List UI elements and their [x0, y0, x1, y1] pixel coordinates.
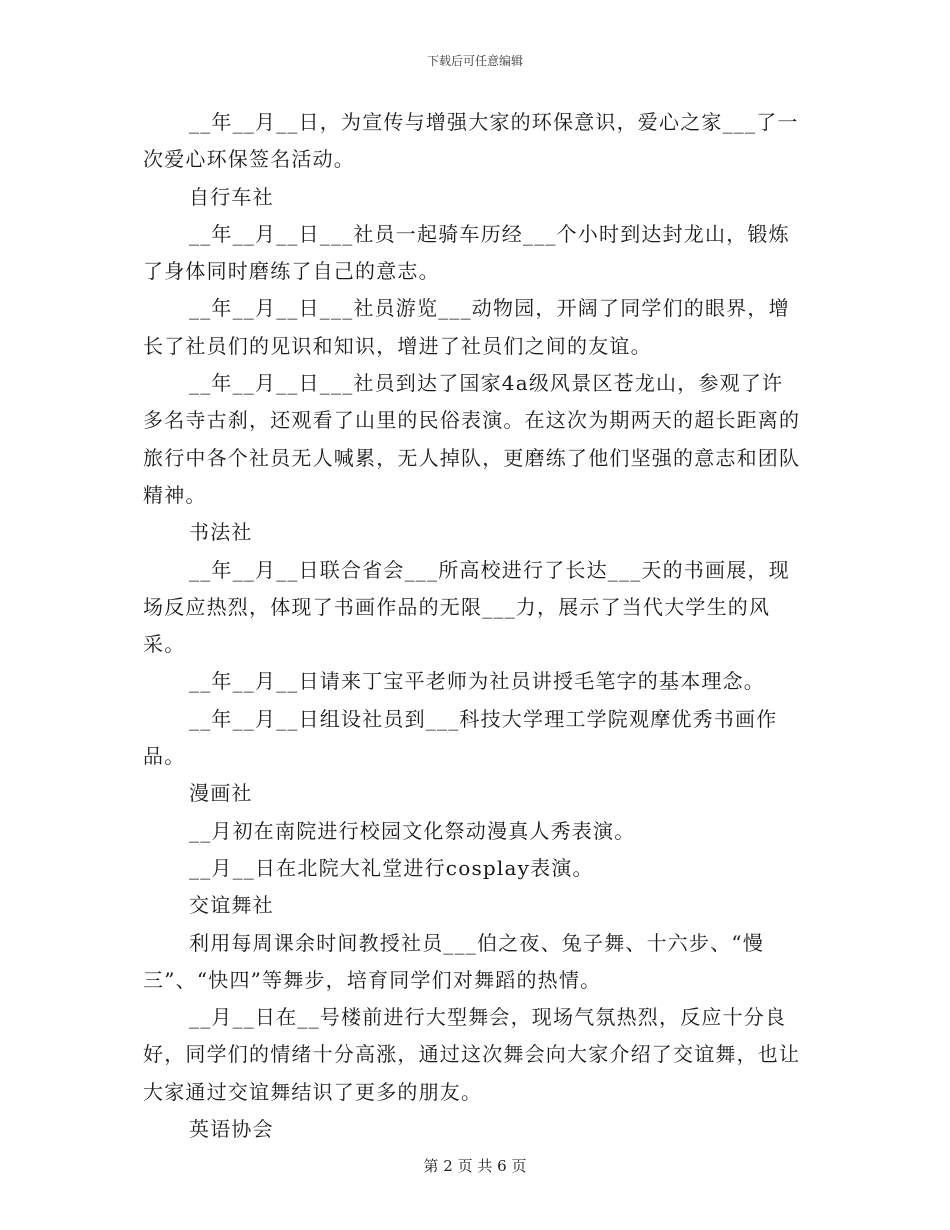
page-footer: 第 2 页 共 6 页: [423, 1157, 527, 1175]
page-header: 下载后可任意编辑: [426, 54, 523, 68]
document-body: [143, 104, 803, 1148]
paragraph: __年__月__日___社员一起骑车历经___个小时到达封龙山，锻炼了身体同时磨练了自己的意志。: [143, 221, 790, 284]
paragraph: __年__月__日组设社员到___科技大学理工学院观摩优秀书画作品。: [143, 706, 778, 769]
paragraph: __年__月__日请来丁宝平老师为社员讲授毛笔字的基本理念。: [189, 669, 765, 694]
section-heading: 书法社: [189, 520, 253, 545]
paragraph: __年__月__日___社员游览___动物园，开阔了同学们的眼界，增长了社员们的见识和知识，增进了社员们之间的友谊。: [143, 296, 790, 358]
paragraph: __年__月__日联合省会___所高校进行了长达___天的书画展，现场反应热烈，体现了书画作品的无限___力，展示了当代大学生的风采。: [143, 557, 790, 657]
section-heading: 自行车社: [189, 184, 274, 209]
section-heading: 交谊舞社: [189, 893, 274, 918]
paragraph: __月初在南院进行校园文化祭动漫真人秀表演。: [189, 818, 636, 843]
paragraph: 利用每周课余时间教授社员___伯之夜、兔子舞、十六步、“慢三”、“快四”等舞步，培育同学们对舞蹈的热情。: [143, 930, 765, 992]
paragraph: __年__月__日___社员到达了国家4a级风景区苍龙山，参观了许多名寺古刹，还观看了山里的民俗表演。在这次为期两天的超长距离的旅行中各个社员无人喊累，无人掉队，更磨练了他们坚强的意志和团队精神。: [143, 371, 801, 507]
paragraph: __月__日在北院大礼堂进行cosplay表演。: [189, 855, 594, 880]
paragraph: __月__日在__号楼前进行大型舞会，现场气氛热烈，反应十分良好，同学们的情绪十分高涨，通过这次舞会向大家介绍了交谊舞，也让大家通过交谊舞结识了更多的朋友。: [143, 1005, 801, 1104]
section-heading: 漫画社: [189, 781, 253, 806]
paragraph: __年__月__日，为宣传与增强大家的环保意识，爱心之家___了一次爱心环保签名活动。: [143, 110, 799, 172]
section-heading: 英语协会: [189, 1117, 274, 1142]
